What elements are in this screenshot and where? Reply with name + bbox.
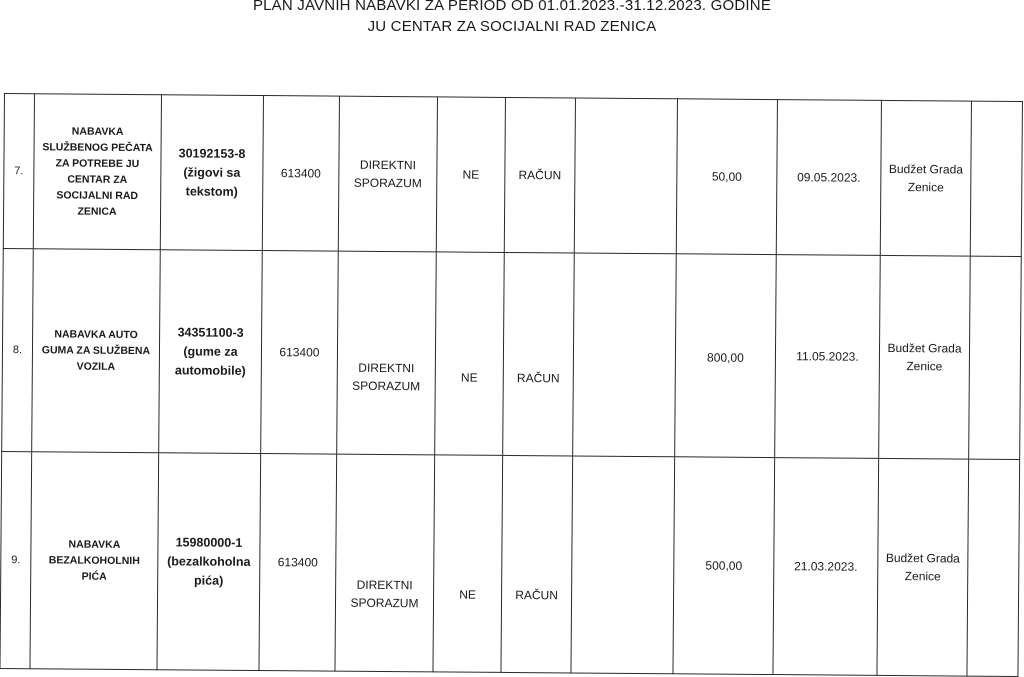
amount-cell xyxy=(676,99,777,255)
contract-type-text: RAČUN xyxy=(516,371,560,386)
procedure-type-line: SPORAZUM xyxy=(350,595,419,611)
cpv-code-cell xyxy=(160,95,263,251)
cpv-code-line: automobile) xyxy=(174,362,246,378)
funding-source-line: Budžet Grada xyxy=(887,340,962,356)
item-name-line: BEZALKOHOLNIH xyxy=(48,554,140,568)
amount-text: 800,00 xyxy=(707,350,744,365)
contract-type-cell xyxy=(503,252,575,456)
account-code-text: 613400 xyxy=(280,166,321,181)
row-number-cell xyxy=(2,248,34,451)
date-text: 21.03.2023. xyxy=(794,559,858,574)
funding-source-line: Zenice xyxy=(904,569,941,584)
account-code-cell xyxy=(261,251,339,455)
funding-source-line: Zenice xyxy=(906,359,943,374)
note-cell xyxy=(970,101,1022,256)
funding-source-line: Zenice xyxy=(907,180,944,195)
document-title: PLAN JAVNIH NABAVKI ZA PERIOD OD 01.01.2023.-31.12.2023. GODINE xyxy=(252,0,772,14)
date-text: 11.05.2023. xyxy=(796,349,859,364)
cpv-code-line: pića) xyxy=(194,573,224,588)
table-row xyxy=(2,248,1022,459)
procurement-table-frame xyxy=(0,93,1022,611)
procurement-table xyxy=(0,93,1023,677)
contract-type-cell xyxy=(504,97,575,253)
item-name-line: NABAVKA AUTO xyxy=(54,328,138,342)
cpv-code-line: 34351100-3 xyxy=(177,324,244,340)
empty-cell xyxy=(571,456,675,674)
date-cell xyxy=(775,255,881,459)
contract-type-text: RAČUN xyxy=(518,168,562,183)
row-number-cell xyxy=(0,451,32,668)
cpv-code-line: (žigovi sa xyxy=(183,164,241,180)
item-name-line: SLUŽBENOG PEČATA xyxy=(42,141,153,155)
item-name-line: GUMA ZA SLUŽBENA xyxy=(41,344,151,358)
procedure-type-line: DIREKTNI xyxy=(359,157,417,173)
cpv-code-cell xyxy=(157,453,261,671)
amount-cell xyxy=(675,254,777,458)
document-header xyxy=(0,0,1024,37)
cpv-code-line: (bezalkoholna xyxy=(167,553,251,569)
additional-cell xyxy=(436,97,505,253)
funding-source-line: Budžet Grada xyxy=(888,161,963,177)
empty-cell xyxy=(574,98,677,254)
procedure-type-line: DIREKTNI xyxy=(358,360,415,376)
additional-text: NE xyxy=(460,370,478,385)
contract-type-text: RAČUN xyxy=(515,588,558,603)
item-name-line: CENTAR ZA xyxy=(67,173,128,186)
note-cell xyxy=(969,256,1022,459)
item-name-cell xyxy=(32,249,161,453)
note-cell xyxy=(967,459,1020,676)
date-cell xyxy=(773,458,879,676)
cpv-code-cell xyxy=(159,250,263,454)
procedure-type-cell xyxy=(335,454,435,672)
item-name-line: NABAVKA xyxy=(71,125,124,138)
funding-source-cell xyxy=(877,458,969,676)
cpv-code-line: (gume za xyxy=(183,343,238,359)
procedure-type-cell xyxy=(337,251,437,455)
funding-source-cell xyxy=(879,255,971,459)
account-code-text: 613400 xyxy=(277,555,318,570)
row-number-cell xyxy=(3,94,34,249)
cpv-code-line: tekstom) xyxy=(185,183,238,199)
row-number-text: 7. xyxy=(14,165,24,178)
item-name-line: ZENICA xyxy=(77,205,117,218)
item-name-line: NABAVKA xyxy=(68,538,121,551)
item-name-line: VOZILA xyxy=(76,360,116,373)
account-code-cell xyxy=(262,96,339,252)
account-code-cell xyxy=(259,454,337,672)
table-row xyxy=(3,94,1022,257)
date-text: 09.05.2023. xyxy=(797,170,861,185)
procedure-type-line: DIREKTNI xyxy=(356,577,413,593)
amount-text: 50,00 xyxy=(711,169,742,184)
procedure-type-line: SPORAZUM xyxy=(352,378,421,394)
procedure-type-cell xyxy=(338,96,437,252)
row-number-text: 9. xyxy=(11,554,21,567)
procedure-type-line: SPORAZUM xyxy=(353,175,422,191)
date-cell xyxy=(776,100,881,256)
document-subtitle: JU CENTAR ZA SOCIJALNI RAD ZENICA xyxy=(367,18,657,35)
cpv-code-line: 30192153-8 xyxy=(178,145,246,161)
additional-text: NE xyxy=(462,167,480,182)
additional-cell xyxy=(435,252,505,456)
empty-cell xyxy=(573,253,677,457)
additional-cell xyxy=(433,455,503,673)
contract-type-cell xyxy=(501,455,573,673)
additional-text: NE xyxy=(459,587,476,602)
funding-source-cell xyxy=(880,100,971,256)
amount-text: 500,00 xyxy=(705,558,743,573)
account-code-text: 613400 xyxy=(279,345,320,360)
table-row xyxy=(0,451,1020,676)
item-name-cell xyxy=(30,452,159,670)
row-number-text: 8. xyxy=(12,344,23,357)
item-name-cell xyxy=(33,94,161,250)
item-name-line: PIĆA xyxy=(81,570,107,583)
cpv-code-line: 15980000-1 xyxy=(175,534,243,550)
amount-cell xyxy=(673,457,775,675)
funding-source-line: Budžet Grada xyxy=(885,550,960,566)
item-name-line: SOCIJALNI RAD xyxy=(56,189,139,203)
item-name-line: ZA POTREBE JU xyxy=(55,157,140,171)
